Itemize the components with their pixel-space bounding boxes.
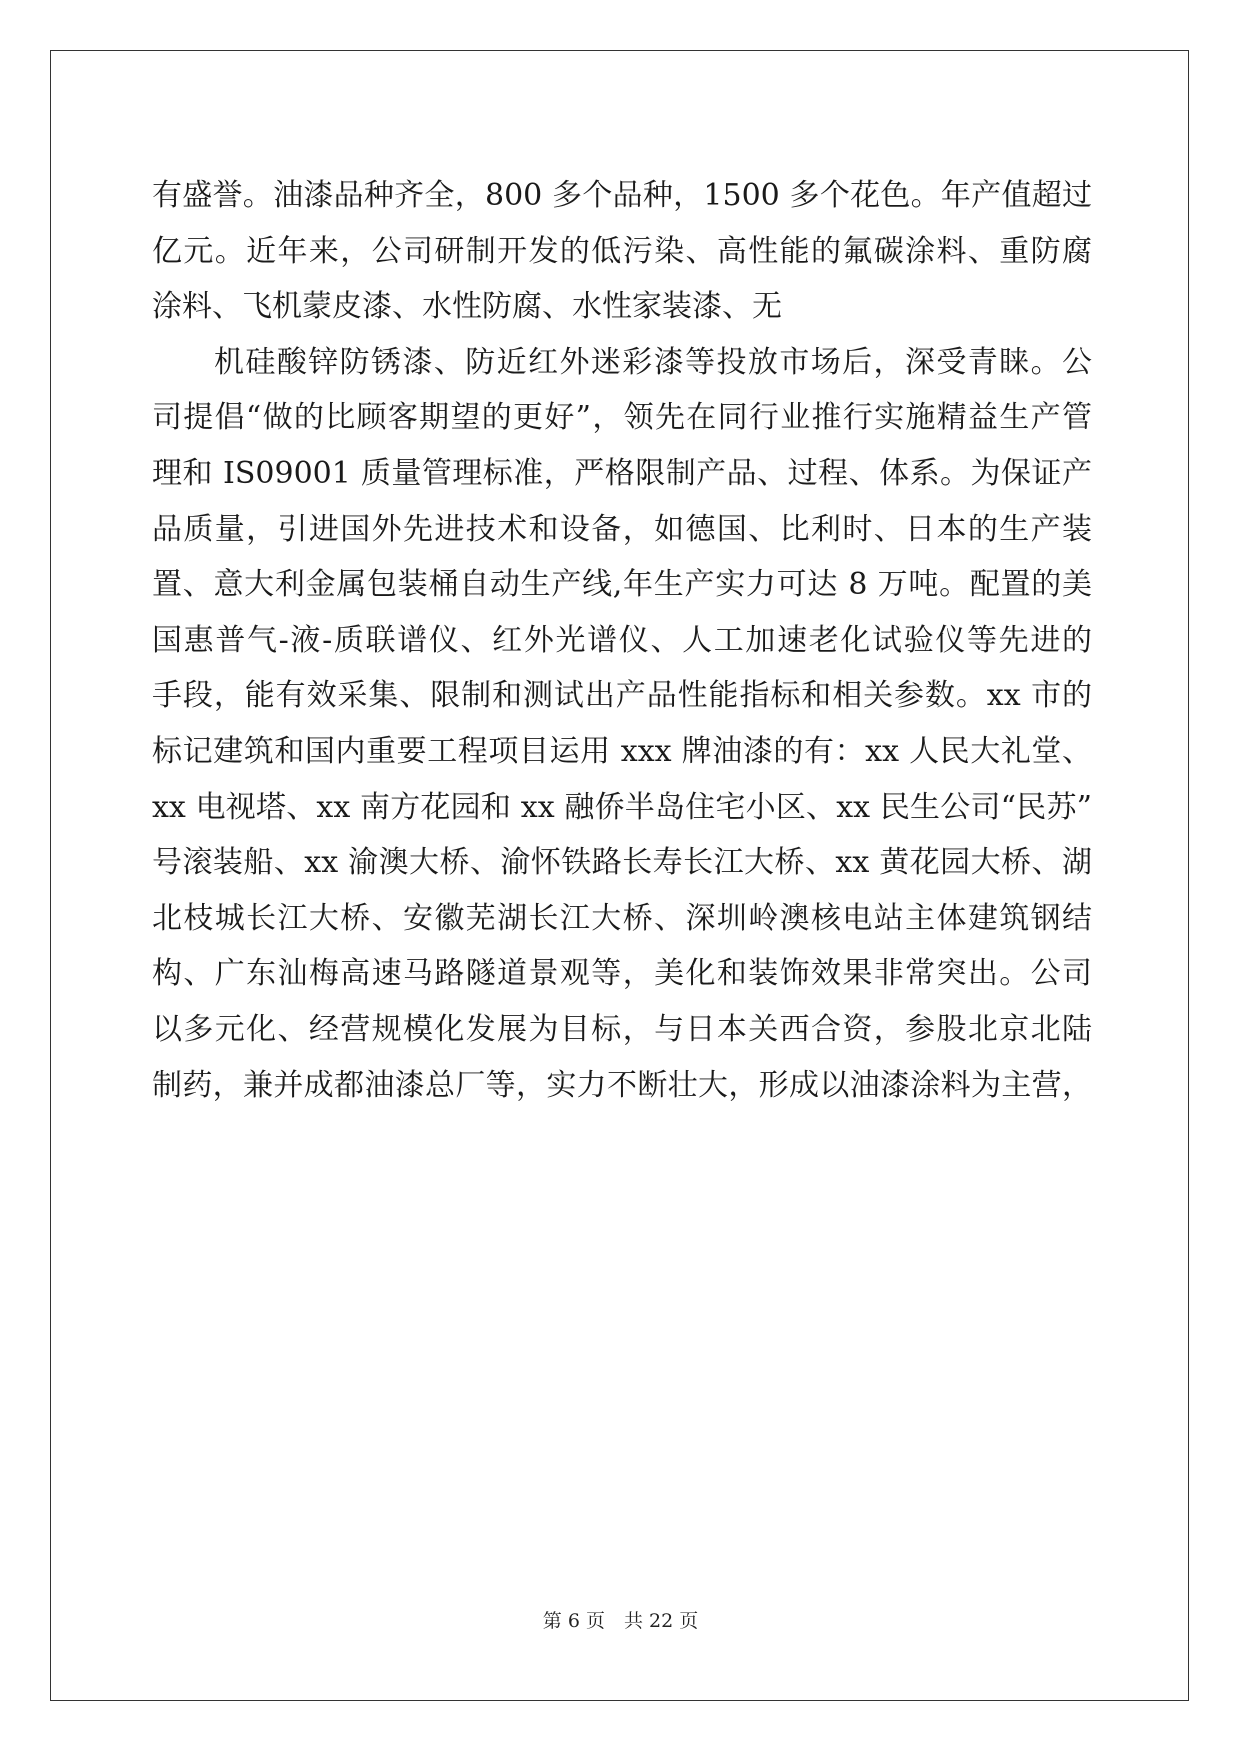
text-line: 理和 IS09001 质量管理标准，严格限制产品、过程、体系。为保证产	[152, 455, 1092, 491]
text-line: 涂料、飞机蒙皮漆、水性防腐、水性家装漆、无	[152, 289, 782, 325]
text-line: 机硅酸锌防锈漆、防近红外迷彩漆等投放市场后，深受青睐。公	[214, 344, 1092, 380]
text-line: 北枝城长江大桥、安徽芜湖长江大桥、深圳岭澳核电站主体建筑钢结	[152, 900, 1092, 936]
text-line: 标记建筑和国内重要工程项目运用 xxx 牌油漆的有：xx 人民大礼堂、	[152, 733, 1092, 769]
text-line: 号滚装船、xx 渝澳大桥、渝怀铁路长寿长江大桥、xx 黄花园大桥、湖	[152, 845, 1092, 881]
body-text	[152, 168, 1092, 1113]
text-line: 手段，能有效采集、限制和测试出产品性能指标和相关参数。xx 市的	[152, 678, 1092, 714]
text-line: 以多元化、经营规模化发展为目标，与日本关西合资，参股北京北陆	[152, 1011, 1092, 1047]
text-line: 国惠普气-液-质联谱仪、红外光谱仪、人工加速老化试验仪等先进的	[152, 622, 1092, 658]
text-line: 有盛誉。油漆品种齐全，800 多个品种，1500 多个花色。年产值超过	[152, 178, 1092, 213]
text-line: 品质量，引进国外先进技术和设备，如德国、比利时、日本的生产装	[152, 511, 1092, 547]
text-line: 构、广东汕梅高速马路隧道景观等，美化和装饰效果非常突出。公司	[152, 956, 1092, 992]
text-line: xx 电视塔、xx 南方花园和 xx 融侨半岛住宅小区、xx 民生公司“民苏”	[152, 789, 1092, 825]
text-line: 亿元。近年来，公司研制开发的低污染、高性能的氟碳涂料、重防腐	[152, 233, 1092, 269]
text-line: 司提倡“做的比顾客期望的更好”，领先在同行业推行实施精益生产管	[152, 400, 1092, 436]
text-line: 置、意大利金属包装桶自动生产线,年生产实力可达 8 万吨。配置的美	[152, 567, 1092, 603]
page-number: 第 6 页 共 22 页	[542, 1610, 699, 1632]
text-line: 制药，兼并成都油漆总厂等，实力不断壮大，形成以油漆涂料为主营，	[152, 1067, 1092, 1103]
